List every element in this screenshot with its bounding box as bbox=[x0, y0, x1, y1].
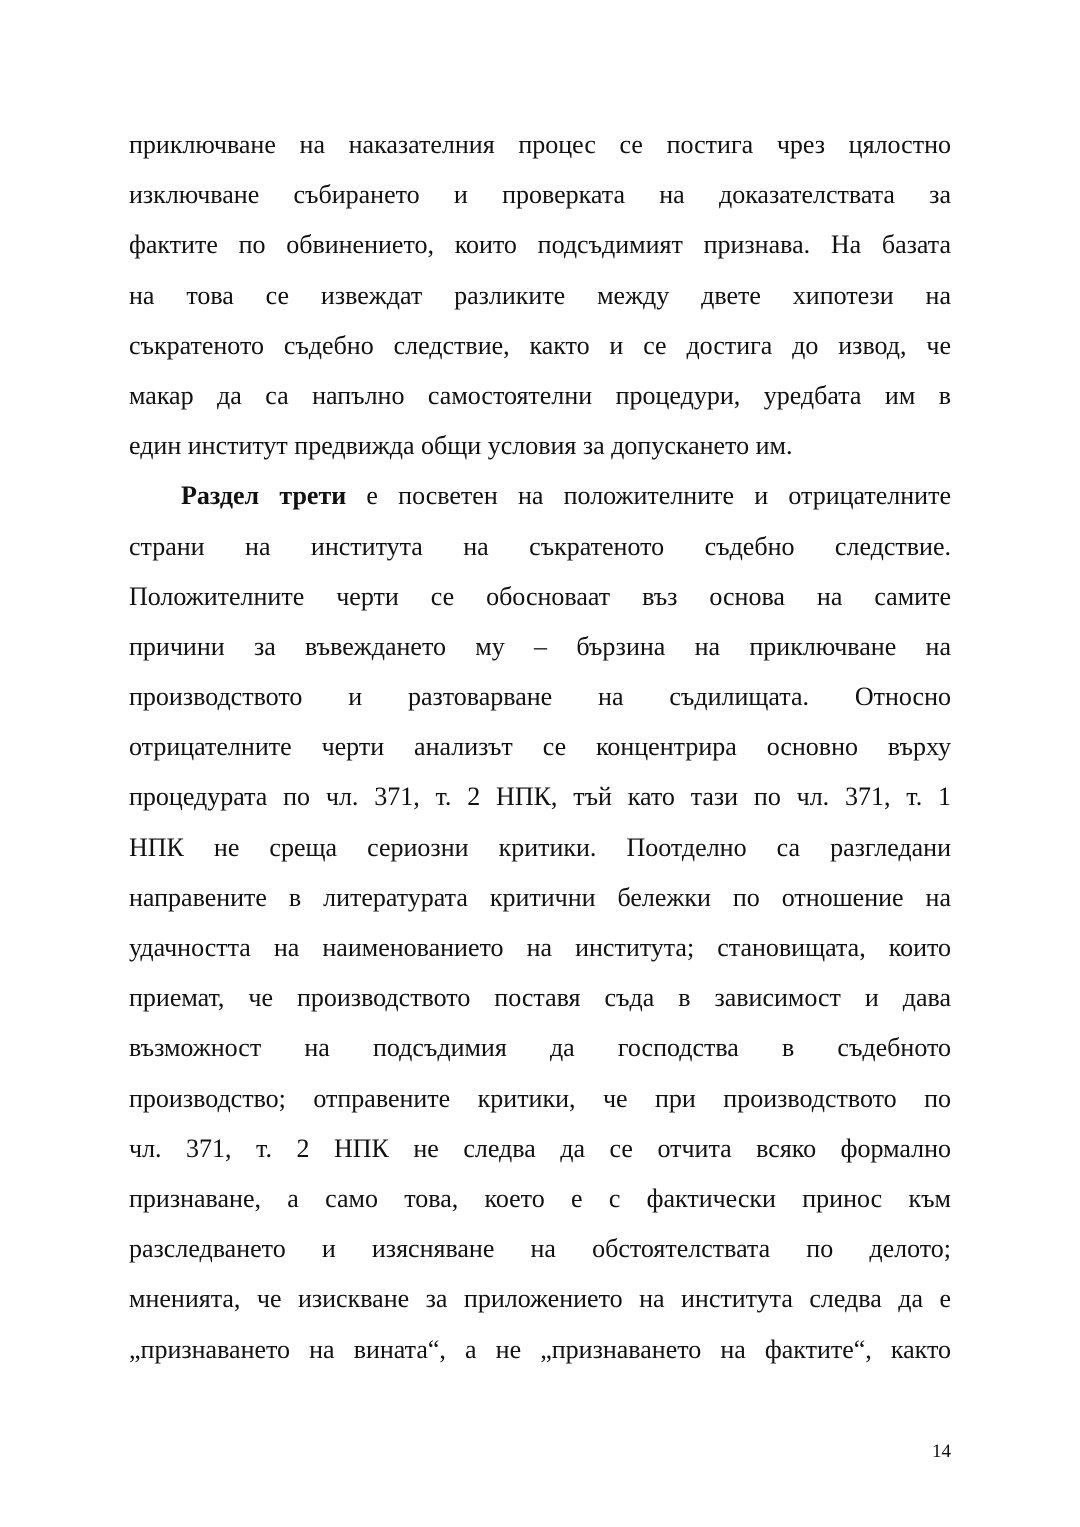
text-line: мненията, че изискване за приложението на института следва да е bbox=[129, 1284, 951, 1314]
text-line: разследването и изясняване на обстоятелствата по делото; bbox=[129, 1234, 951, 1264]
text-line: направените в литературата критични бележки по отношение на bbox=[129, 882, 951, 912]
text-line: приемат, че производството поставя съда в зависимост и дава bbox=[129, 983, 951, 1013]
text-line: производство; отправените критики, че при производството по bbox=[129, 1083, 951, 1113]
text-line: НПК не среща сериозни критики. Поотделно са разгледани bbox=[129, 832, 951, 862]
body-text bbox=[129, 120, 951, 1375]
text-line: приключване на наказателния процес се постига чрез цялостно bbox=[129, 130, 951, 159]
text-line: отрицателните черти анализът се концентрира основно върху bbox=[129, 732, 951, 762]
paragraph-lead-text: е посветен на положителните и отрицателните bbox=[346, 481, 952, 511]
text-line: възможност на подсъдимия да господства в съдебното bbox=[129, 1033, 951, 1063]
section-heading-bold: Раздел трети bbox=[181, 481, 347, 511]
text-line: признаване, а само това, което е с фактически принос към bbox=[129, 1183, 951, 1213]
text-line: чл. 371, т. 2 НПК не следва да се отчита всяко формално bbox=[129, 1133, 951, 1163]
text-line: един институт предвижда общи условия за допускането им. bbox=[129, 431, 793, 461]
text-line: „признаването на вината“, а не „признаването на фактите“, както bbox=[129, 1334, 951, 1364]
text-line: причини за въвеждането му – бързина на приключване на bbox=[129, 631, 951, 661]
text-line: фактите по обвинението, които подсъдимият признава. На базата bbox=[129, 230, 951, 260]
text-line: на това се извеждат разликите между двете хипотези на bbox=[129, 280, 951, 310]
page-number: 14 bbox=[932, 1441, 951, 1462]
text-line: процедурата по чл. 371, т. 2 НПК, тъй като тази по чл. 371, т. 1 bbox=[129, 782, 951, 812]
paragraph-lead-line bbox=[129, 471, 951, 521]
text-line: производството и разтоварване на съдилищата. Относно bbox=[129, 682, 951, 712]
text-line: страни на института на съкратеното съдебно следствие. bbox=[129, 531, 951, 561]
text-line: изключване събирането и проверката на доказателствата за bbox=[129, 180, 951, 210]
text-line: удачността на наименованието на института; становищата, които bbox=[129, 933, 951, 962]
text-line: макар да са напълно самостоятелни процедури, уредбата им в bbox=[129, 380, 951, 410]
text-line: Положителните черти се обосноваат въз основа на самите bbox=[129, 581, 951, 611]
text-line: съкратеното съдебно следствие, както и се достига до извод, че bbox=[129, 330, 951, 360]
